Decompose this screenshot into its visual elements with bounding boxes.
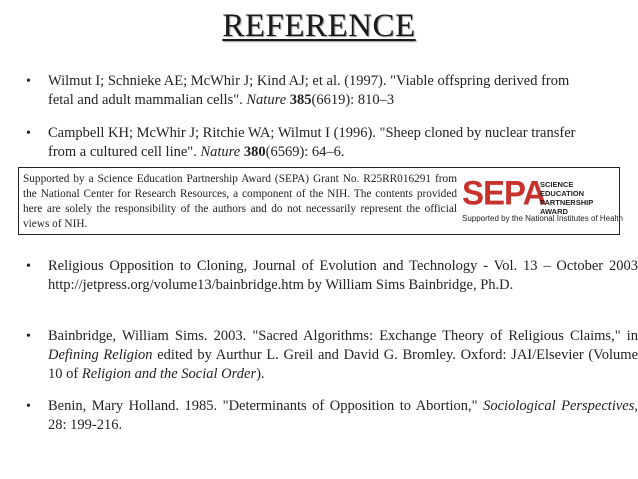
bullet: • bbox=[26, 259, 31, 274]
reference-text: Benin, Mary Holland. 1985. "Determinants of Opposition to Abortion," Sociological Perspectives, 28: 199-216. bbox=[48, 398, 638, 433]
reference-line: Wilmut I; Schnieke AE; McWhir J; Kind AJ; et al. (1997). "Viable offspring derived from bbox=[48, 73, 570, 89]
journal-name: Sociological Perspectives bbox=[483, 398, 635, 414]
reference-item bbox=[26, 257, 638, 295]
sepa-logo-wordmark: SEPA bbox=[462, 173, 546, 212]
reference-line: Campbell KH; McWhir J; Ritchie WA; Wilmut I (1996). "Sheep cloned by nuclear transfer bbox=[48, 125, 576, 141]
reference-item bbox=[26, 397, 638, 435]
reference-text: Bainbridge, William Sims. 2003. "Sacred Algorithms: Exchange Theory of Religious Claims," in Defining Religion edited by Aurthur L. Greil and David G. Bromley. Oxford: JAI/Elsevier (Volume 10 of Religion and the Social Order). bbox=[48, 328, 638, 382]
sepa-acknowledgement-box bbox=[18, 167, 623, 235]
reference-text: Religious Opposition to Cloning, Journal of Evolution and Technology - Vol. 13 – October 2003 http://jetpress.org/volume13/bainbridge.htm by William Sims Bainbridge, Ph.D. bbox=[48, 258, 638, 293]
sepa-logo bbox=[462, 173, 623, 230]
book-title: Defining Religion bbox=[48, 347, 153, 363]
sepa-logo-tagline: SCIENCE EDUCATION PARTNERSHIP AWARD bbox=[540, 180, 594, 216]
volume: 380 bbox=[243, 144, 266, 160]
page-title: REFERENCE bbox=[222, 8, 416, 44]
bullet: • bbox=[26, 126, 31, 141]
bullet: • bbox=[26, 329, 31, 344]
reference-item bbox=[26, 327, 638, 384]
reference-line: from a cultured cell line". Nature 380(6569): 64–6. bbox=[48, 144, 345, 160]
sepa-statement: Supported by a Science Education Partnership Award (SEPA) Grant No. R25RR016291 from the National Center for Research Resources, a component of the NIH. The contents provided here are solely the responsibility of the authors and do not necessarily represent the official views of NIH. bbox=[23, 173, 457, 230]
reference-item bbox=[26, 124, 638, 162]
reference-item bbox=[26, 72, 638, 110]
volume: 385 bbox=[289, 92, 312, 108]
journal-name: Nature bbox=[200, 144, 241, 160]
journal-name: Nature bbox=[246, 92, 287, 108]
sepa-logo-subtitle: Supported by the National Institutes of Health bbox=[462, 214, 623, 223]
reference-line: fetal and adult mammalian cells". Nature 385(6619): 810–3 bbox=[48, 92, 395, 108]
bullet: • bbox=[26, 74, 31, 89]
bullet: • bbox=[26, 399, 31, 414]
series-title: Religion and the Social Order bbox=[81, 366, 257, 382]
